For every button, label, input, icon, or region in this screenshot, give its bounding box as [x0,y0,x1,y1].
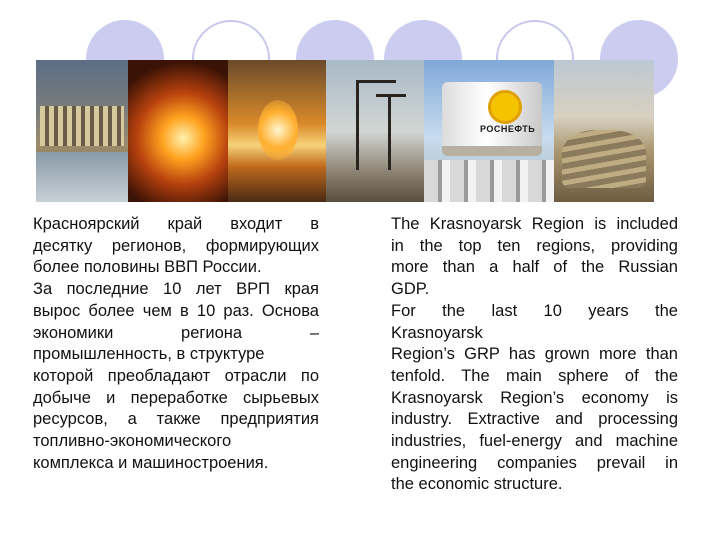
metallurgy-plant-photo [228,60,326,202]
rosneft-logo-text: РОСНЕФТЬ [480,124,536,134]
industry-photo-banner [36,60,654,202]
text-line: more than a half of the Russian [391,258,678,277]
text-line: экономики региона – [33,323,319,342]
oil-refinery-photo [424,60,554,202]
text-line: GDP. [391,280,430,299]
text-line: industry. Extractive and processing [391,410,678,429]
text-line: the economic structure. [391,475,563,494]
text-line: десятку регионов, формирующих [33,236,319,255]
russian-text-column [33,214,319,474]
text-line: более половины ВВП России. [33,258,262,277]
river-port-cranes-photo [326,60,424,202]
text-line: вырос более чем в 10 раз. Основа [33,301,319,320]
text-line: ресурсов, а также предприятия [33,410,319,429]
text-line: in the top ten regions, providing [391,236,678,255]
text-line: Krasnoyarsk Region’s economy is [391,388,678,407]
text-line: Region’s GRP has grown more than [391,345,678,364]
open-pit-mine-photo [554,60,654,202]
text-line: tenfold. The main sphere of the [391,366,678,385]
english-text-column [391,214,678,496]
text-line: The Krasnoyarsk Region is included [391,215,678,233]
text-line: комплекса и машиностроения. [33,453,269,472]
text-line: industries, fuel-energy and machine [391,432,678,451]
text-line: добыче и переработке сырьевых [33,388,319,407]
text-line: For the last 10 years the [391,301,678,320]
text-line: Krasnoyarsk [391,323,483,342]
rosneft-logo [488,90,522,124]
text-line: Красноярский край входит в [33,215,319,233]
text-line: которой преобладают отрасли по [33,366,319,385]
text-line: engineering companies prevail in [391,453,678,472]
text-line: За последние 10 лет ВРП края [33,280,319,299]
hydro-dam-photo [36,60,128,202]
smelter-fire-photo [128,60,228,202]
text-line: топливно-экономического [33,432,232,451]
text-line: промышленность, в структуре [33,345,265,364]
